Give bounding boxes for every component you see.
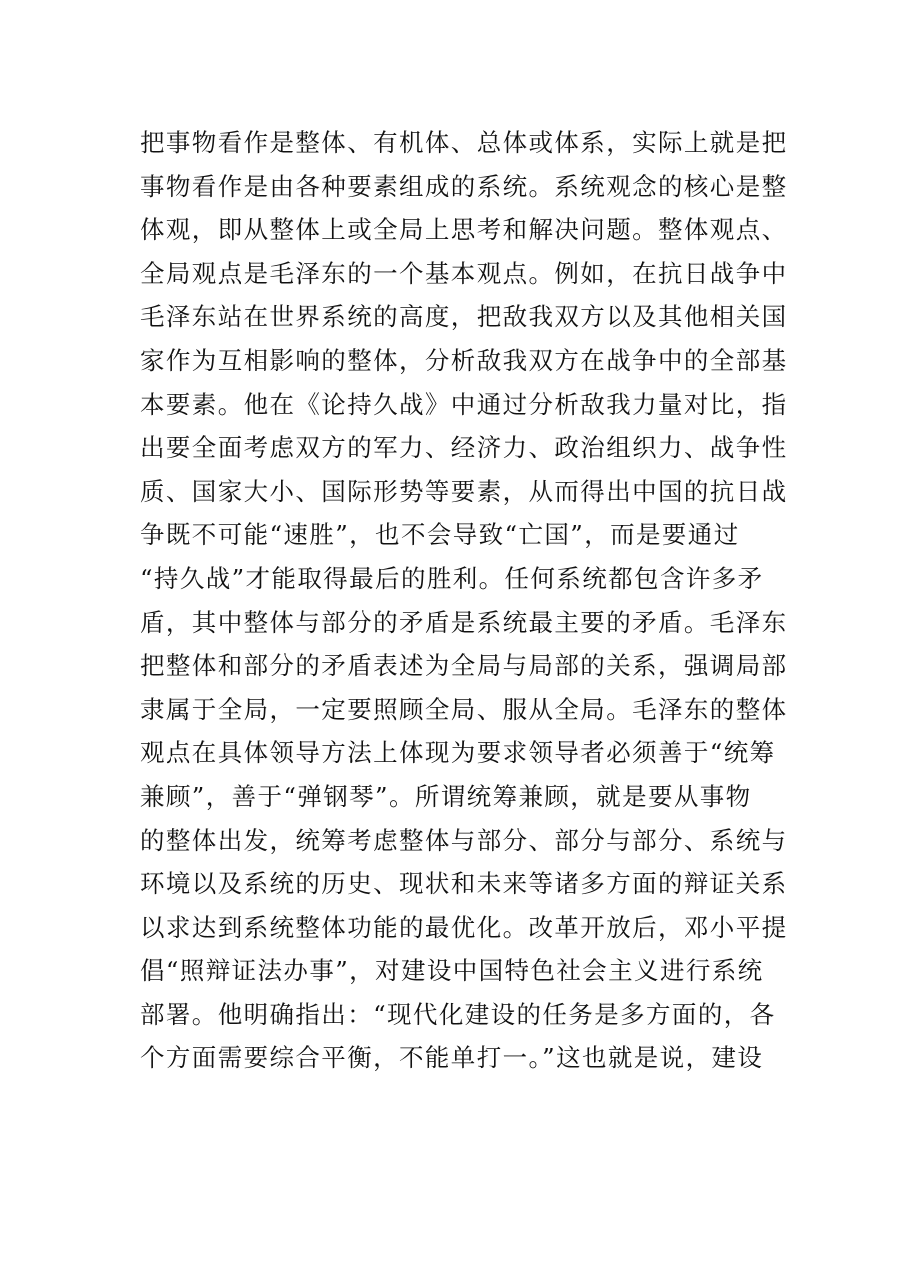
text-line: 以求达到系统整体功能的最优化。改革开放后，邓小平提 — [140, 912, 788, 942]
text-line: 个方面需要综合平衡，不能单打一。”这也就是说，建设 — [140, 1043, 764, 1073]
text-line: 兼顾”，善于“弹钢琴”。所谓统筹兼顾，就是要从事物 — [140, 781, 752, 811]
text-line: 隶属于全局，一定要照顾全局、服从全局。毛泽东的整体 — [140, 694, 788, 724]
text-line: 盾，其中整体与部分的矛盾是系统最主要的矛盾。毛泽东 — [140, 607, 788, 637]
text-line: 把事物看作是整体、有机体、总体或体系，实际上就是把 — [140, 128, 788, 157]
text-line: 出要全面考虑双方的军力、经济力、政治组织力、战争性 — [140, 433, 788, 463]
text-line: 质、国家大小、国际形势等要素，从而得出中国的抗日战 — [140, 476, 788, 506]
text-line: 家作为互相影响的整体，分析敌我双方在战争中的全部基 — [140, 345, 788, 375]
text-line: 的整体出发，统筹考虑整体与部分、部分与部分、系统与 — [140, 825, 788, 855]
text-line: 本要素。他在《论持久战》中通过分析敌我力量对比，指 — [140, 389, 788, 419]
text-line: 全局观点是毛泽东的一个基本观点。例如，在抗日战争中 — [140, 258, 788, 288]
text-line: 体观，即从整体上或全局上思考和解决问题。整体观点、 — [140, 215, 788, 245]
text-line: 把整体和部分的矛盾表述为全局与局部的关系，强调局部 — [140, 651, 788, 681]
text-line: 争既不可能“速胜”，也不会导致“亡国”，而是要通过 — [140, 520, 740, 550]
text-line: 毛泽东站在世界系统的高度，把敌我双方以及其他相关国 — [140, 302, 788, 332]
body-text — [140, 121, 788, 1080]
text-line: 倡“照辩证法办事”，对建设中国特色社会主义进行系统 — [140, 956, 764, 986]
text-line: 部署。他明确指出：“现代化建设的任务是多方面的，各 — [140, 999, 776, 1029]
text-line: “持久战”才能取得最后的胜利。任何系统都包含许多矛 — [140, 563, 764, 593]
text-line: 环境以及系统的历史、现状和未来等诸多方面的辩证关系 — [140, 869, 788, 899]
text-line: 观点在具体领导方法上体现为要求领导者必须善于“统筹 — [140, 738, 776, 768]
text-line: 事物看作是由各种要素组成的系统。系统观念的核心是整 — [140, 171, 788, 201]
